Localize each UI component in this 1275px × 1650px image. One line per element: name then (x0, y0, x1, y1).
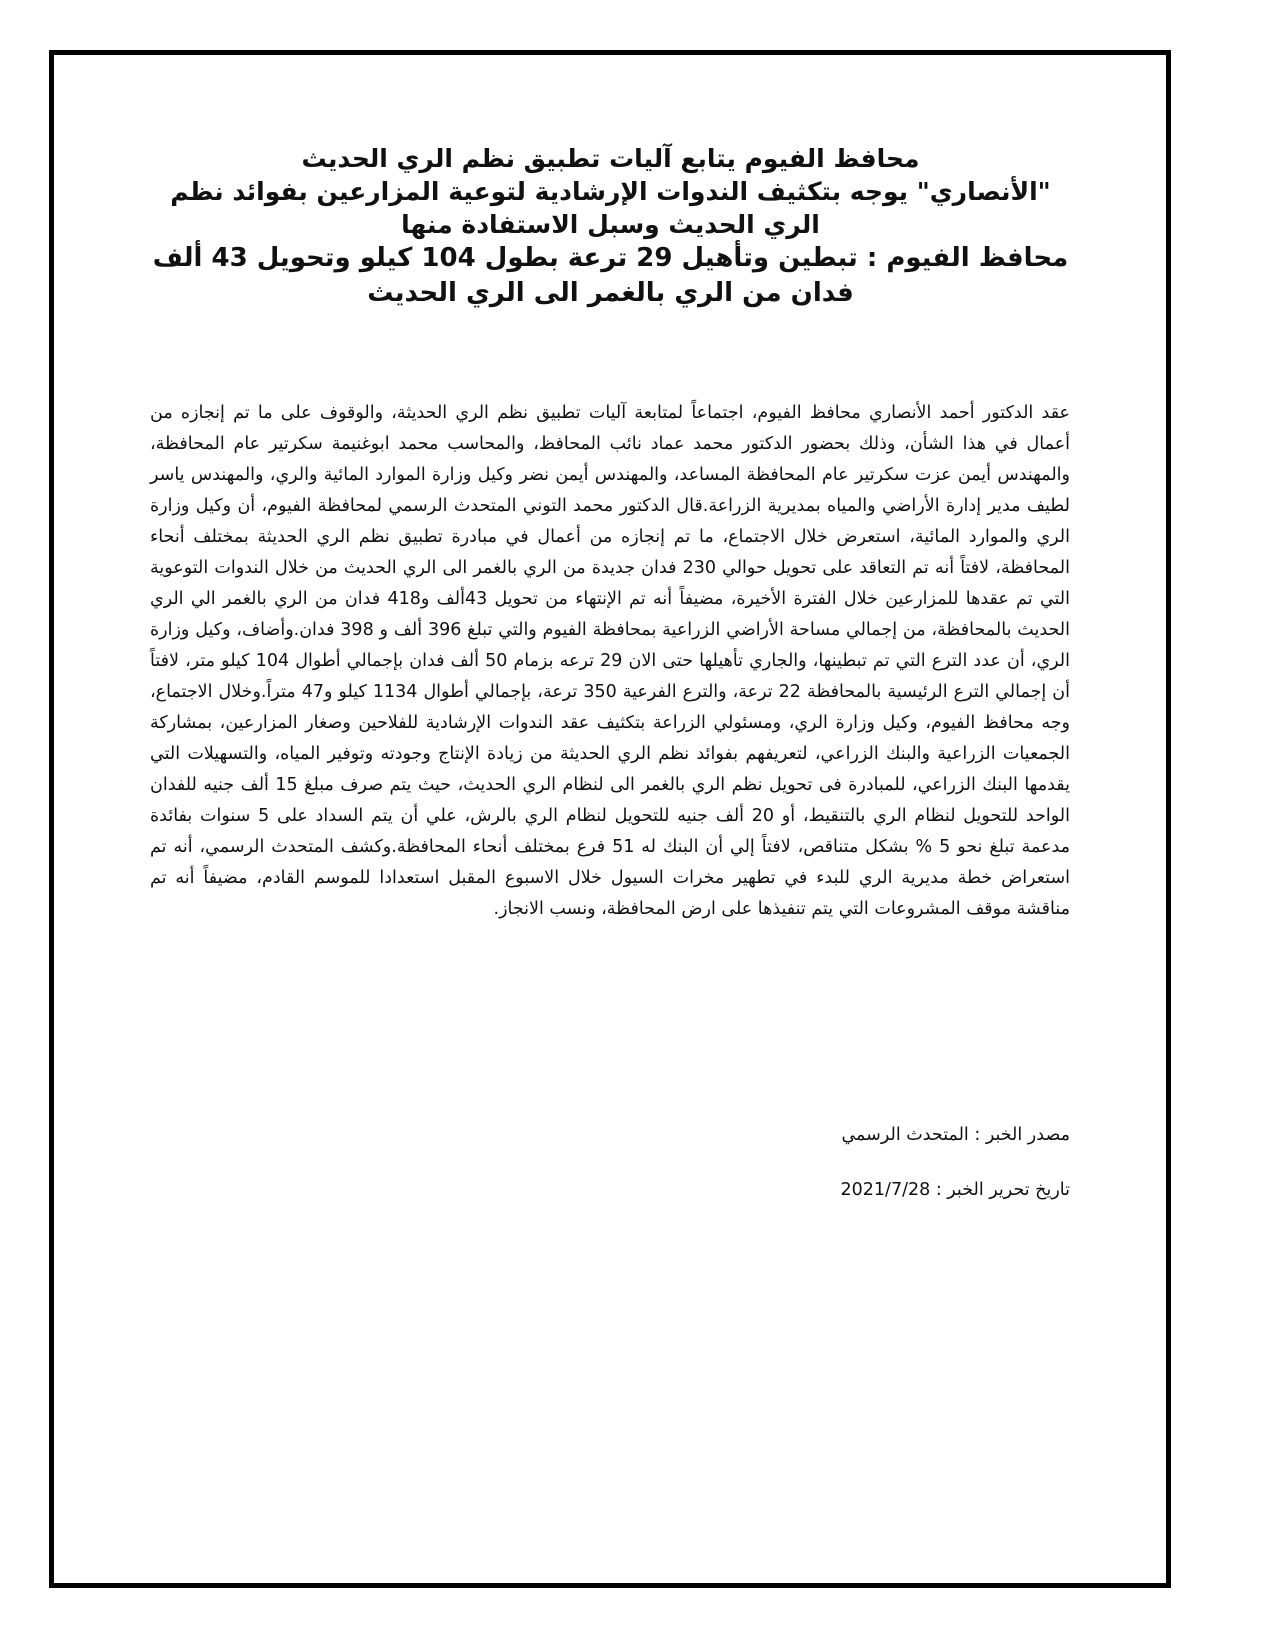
headline-summary: محافظ الفيوم : تبطين وتأهيل 29 ترعة بطول 104 كيلو وتحويل 43 ألف فدان من الري بالغمر الى الري الحديث (152, 243, 1069, 308)
headline-main: محافظ الفيوم يتابع آليات تطبيق نظم الري الحديث (301, 144, 920, 173)
headline-block (148, 142, 1073, 311)
news-source: مصدر الخبر : المتحدث الرسمي (841, 1125, 1070, 1145)
headline-subtitle: "الأنصاري" يوجه بتكثيف الندوات الإرشادية لتوعية المزارعين بفوائد نظم الري الحديث وسبل الاستفادة منها (170, 177, 1051, 239)
news-date: تاريخ تحرير الخبر : 2021/7/28 (840, 1180, 1070, 1200)
article-body: عقد الدكتور أحمد الأنصاري محافظ الفيوم، اجتماعاً لمتابعة آليات تطبيق نظم الري الحديثة، والوقوف على ما تم إنجازه من أعمال في هذا الشأن، وذلك بحضور الدكتور محمد عماد نائب المحافظ، والمحاسب محمد ابوغنيمة سكرتير عام المحافظة، والمهندس أيمن عزت سكرتير عام المحافظة المساعد، والمهندس أيمن نضر وكيل وزارة الموارد المائية والري، والمهندس ياسر لطيف مدير إدارة الأراضي والمياه بمديرية الزراعة.قال الدكتور محمد التوني المتحدث الرسمي لمحافظة الفيوم، أن وكيل وزارة الري والموارد المائية، استعرض خلال الاجتماع، ما تم إنجازه من أعمال في مبادرة تطبيق نظم الري الحديثة بمختلف أنحاء المحافظة، لافتاً أنه تم التعاقد على تحويل حوالي 230 فدان جديدة من الري بالغمر الى الري الحديث من خلال الندوات التوعوية التي تم عقدها للمزارعين خلال الفترة الأخيرة، مضيفاً أنه تم الإنتهاء من تحويل 43ألف و418 فدان من الري بالغمر الي الري الحديث بالمحافظة، من إجمالي مساحة الأراضي الزراعية بمحافظة الفيوم والتي تبلغ 396 ألف و 398 فدان.وأضاف، وكيل وزارة الري، أن عدد الترع التي تم تبطينها، والجاري تأهيلها حتى الان 29 ترعه بزمام 50 ألف فدان بإجمالي أطوال 104 كيلو متر، لافتاً أن إجمالي الترع الرئيسية بالمحافظة 22 ترعة، والترع الفرعية 350 ترعة، بإجمالي أطوال 1134 كيلو و47 متراً.وخلال الاجتماع، وجه محافظ الفيوم، وكيل وزارة الري، ومسئولي الزراعة بتكثيف عقد الندوات الإرشادية للفلاحين وصغار المزارعين، بمشاركة الجمعيات الزراعية والبنك الزراعي، لتعريفهم بفوائد نظم الري الحديثة من زيادة الإنتاج وجودته وتوفير المياه، والتسهيلات التي يقدمها البنك الزراعي، للمبادرة فى تحويل نظم الري بالغمر الى لنظام الري الحديث، حيث يتم صرف مبلغ 15 ألف جنيه للفدان الواحد للتحويل لنظام الري بالتنقيط، أو 20 ألف جنيه للتحويل لنظام الري بالرش، علي أن يتم السداد على 5 سنوات بفائدة مدعمة تبلغ نحو 5 % بشكل متناقص، لافتاً إلي أن البنك له 51 فرع بمختلف أنحاء المحافظة.وكشف المتحدث الرسمي، أنه تم استعراض خطة مديرية الري للبدء في تطهير مخرات السيول خلال الاسبوع المقبل استعدادا للموسم القادم، مضيفاً أنه تم مناقشة موقف المشروعات التي يتم تنفيذها على ارض المحافظة، ونسب الانجاز. (150, 403, 1071, 919)
